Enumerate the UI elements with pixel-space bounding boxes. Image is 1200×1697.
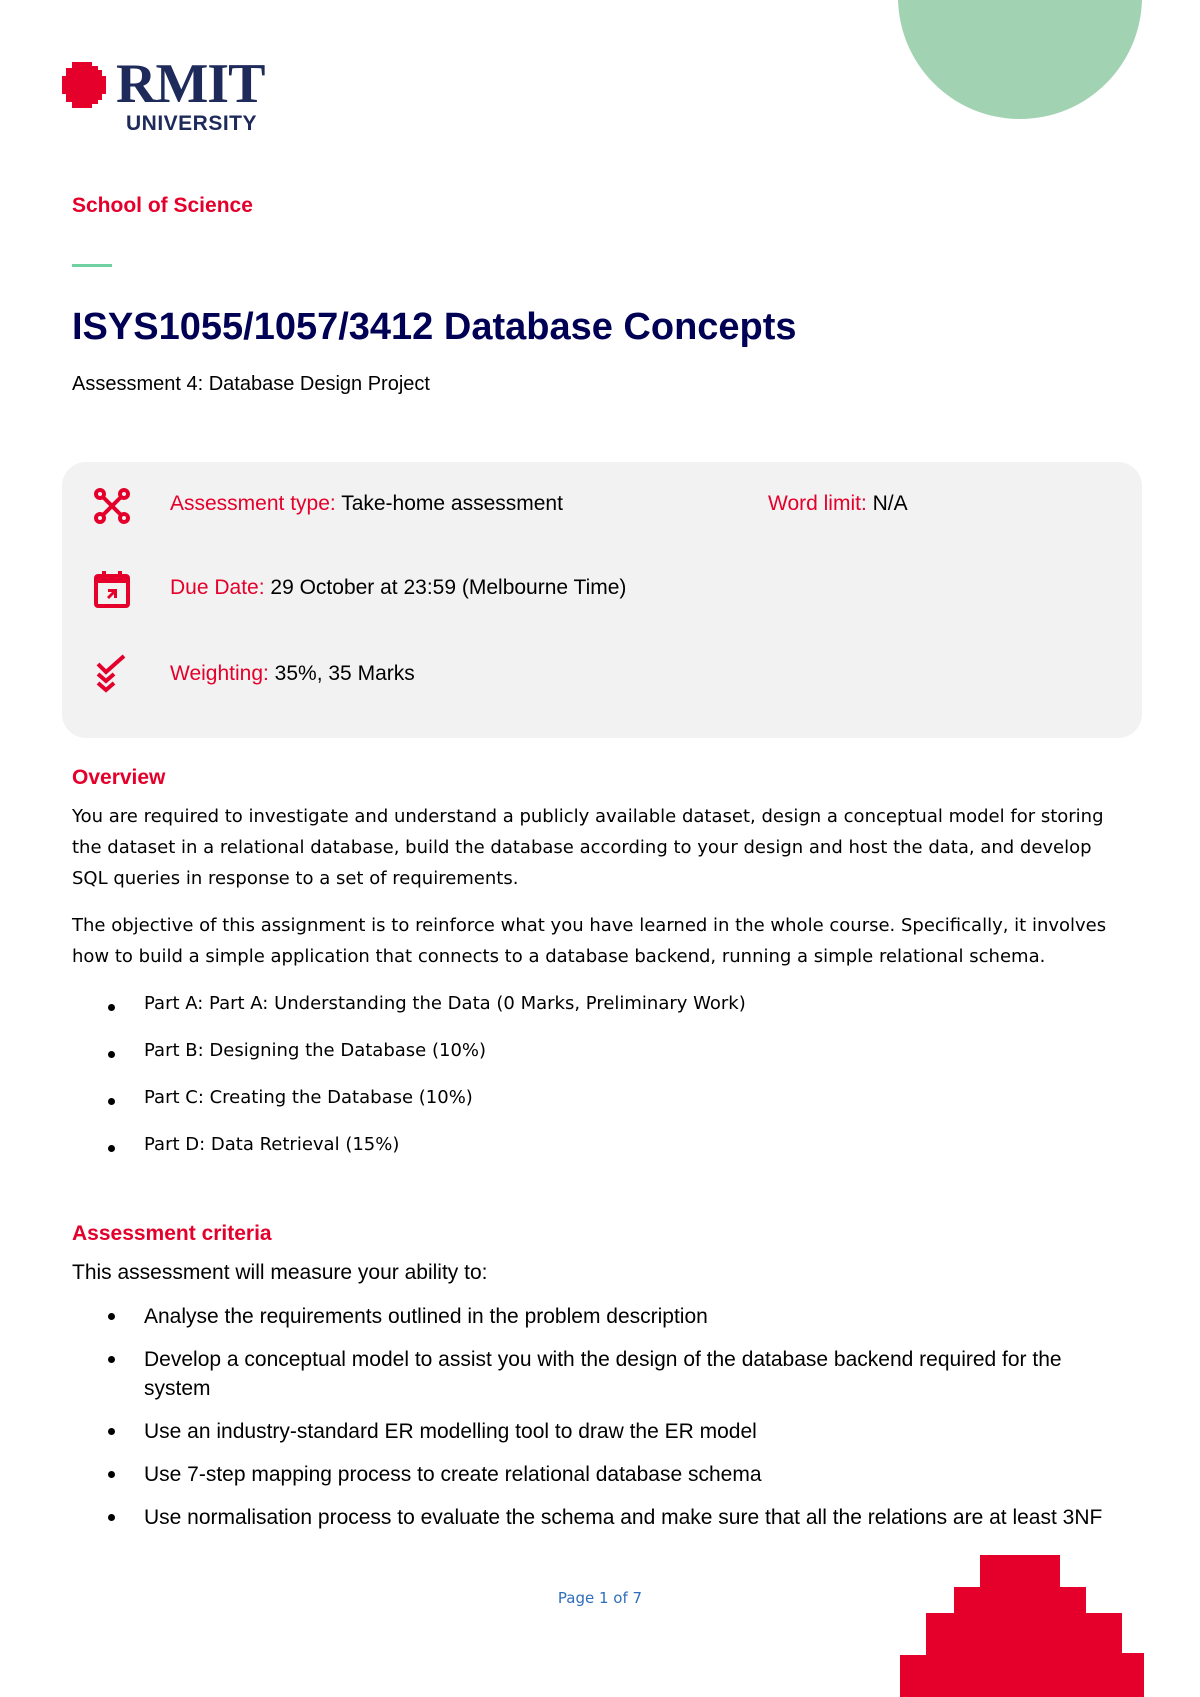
decorative-red-pixel-shape — [900, 1555, 1144, 1697]
assessment-info-panel — [62, 462, 1142, 738]
assessment-type: Assessment type: Take-home assessment — [170, 492, 563, 515]
rmit-logo — [62, 53, 282, 138]
criteria-heading: Assessment criteria — [72, 1222, 272, 1245]
criteria-list-item: Develop a conceptual model to assist you with the design of the database backend required for the system — [144, 1348, 1062, 1400]
bullet-icon — [108, 1313, 120, 1325]
criteria-list-item: Use normalisation process to evaluate the schema and make sure that all the relations are at least 3NF — [144, 1506, 1103, 1529]
bullet-icon — [108, 1471, 120, 1483]
bullet-icon — [108, 1514, 120, 1526]
bullet-icon — [108, 1356, 120, 1368]
criteria-list-item: Use an industry-standard ER modelling tool to draw the ER model — [144, 1420, 757, 1443]
page-title: ISYS1055/1057/3412 Database Concepts — [72, 306, 797, 348]
school-name: School of Science — [72, 194, 253, 217]
header-divider — [72, 264, 112, 267]
bullet-icon — [108, 1051, 120, 1063]
rmit-pixel-mark-icon — [62, 62, 112, 108]
weighting-chevrons-icon — [92, 654, 132, 694]
criteria-list-item: Use 7-step mapping process to create relational database schema — [144, 1463, 762, 1486]
page-number: Page 1 of 7 — [557, 1589, 643, 1607]
due-date: Due Date: 29 October at 23:59 (Melbourne Time) — [170, 576, 627, 599]
criteria-list-item: Analyse the requirements outlined in the problem description — [144, 1305, 708, 1328]
overview-paragraph-2: The objective of this assignment is to reinforce what you have learned in the whole course. Specifically, it involves how to build a simple application that connects to a database backend, running a simple relational schema. — [72, 915, 1107, 967]
bullet-icon — [108, 1098, 120, 1110]
decorative-green-circle — [898, 0, 1142, 119]
bullet-icon — [108, 1428, 120, 1440]
calendar-icon — [92, 570, 132, 610]
part-list-item: Part B: Designing the Database (10%) — [144, 1040, 487, 1061]
page-subtitle: Assessment 4: Database Design Project — [72, 373, 430, 395]
overview-paragraph-1: You are required to investigate and understand a publicly available dataset, design a conceptual model for storing the dataset in a relational database, build the database according to your design and host the data, and develop SQL queries in response to a set of requirements. — [72, 806, 1104, 889]
criteria-intro: This assessment will measure your ability to: — [72, 1261, 488, 1284]
bullet-icon — [108, 1004, 120, 1016]
overview-heading: Overview — [72, 766, 166, 789]
logo-wordmark: RMIT — [116, 53, 265, 115]
logo-subtitle: UNIVERSITY — [126, 112, 258, 135]
part-list-item: Part C: Creating the Database (10%) — [144, 1087, 473, 1108]
word-limit: Word limit: N/A — [768, 492, 908, 515]
network-icon — [92, 486, 132, 526]
part-list-item: Part D: Data Retrieval (15%) — [144, 1134, 400, 1155]
part-list-item: Part A: Part A: Understanding the Data (0 Marks, Preliminary Work) — [144, 993, 746, 1014]
bullet-icon — [108, 1145, 120, 1157]
weighting: Weighting: 35%, 35 Marks — [170, 662, 415, 685]
